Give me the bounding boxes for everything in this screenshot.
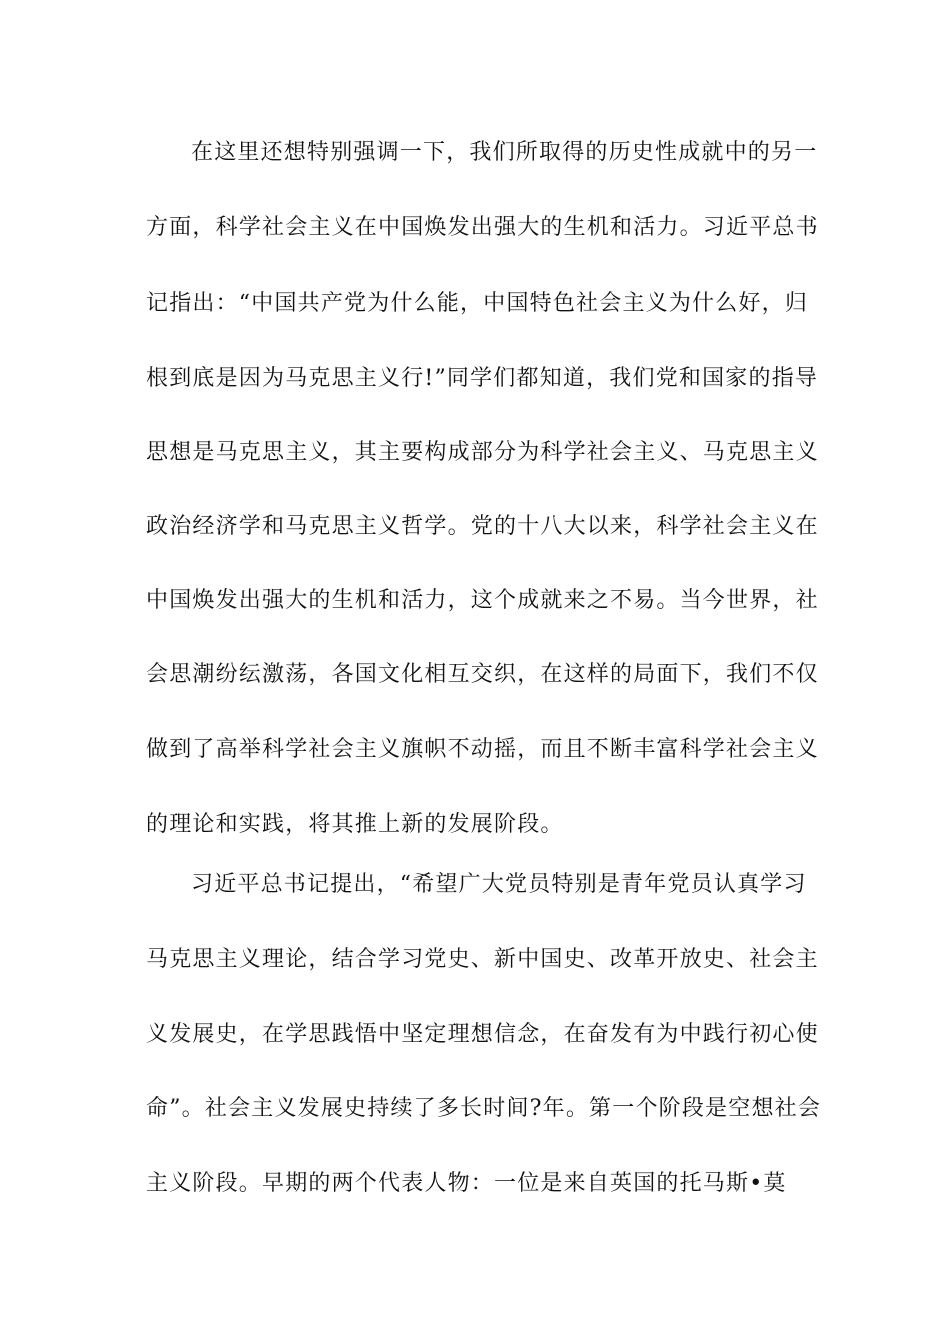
paragraph-1-line-9: 做到了高举科学社会主义旗帜不动摇，而且不断丰富科学社会主义	[146, 737, 819, 762]
paragraph-1-line-10: 的理论和实践，将其推上新的发展阶段。	[146, 812, 564, 837]
paragraph-2-line-4: 命”。社会主义发展史持续了多长时间?年。第一个阶段是空想社会	[146, 1096, 822, 1121]
paragraph-1-line-5: 思想是马克思主义，其主要构成部分为科学社会主义、马克思主义	[146, 440, 819, 465]
paragraph-1-line-4: 根到底是因为马克思主义行!”同学们都知道，我们党和国家的指导	[146, 366, 819, 391]
paragraph-2-line-3: 义发展史，在学思践悟中坚定理想信念，在奋发有为中践行初心使	[146, 1022, 819, 1047]
paragraph-2-line-1: 习近平总书记提出，“希望广大党员特别是青年党员认真学习	[191, 872, 807, 897]
paragraph-2-line-5: 主义阶段。早期的两个代表人物：一位是来自英国的托马斯•莫	[146, 1171, 787, 1196]
paragraph-1-line-1: 在这里还想特别强调一下，我们所取得的历史性成就中的另一	[191, 140, 818, 165]
paragraph-1-line-8: 会思潮纷纭激荡，各国文化相互交织，在这样的局面下，我们不仅	[146, 662, 819, 687]
paragraph-1-line-3: 记指出：“中国共产党为什么能，中国特色社会主义为什么好，归	[146, 291, 809, 316]
paragraph-1-line-2: 方面，科学社会主义在中国焕发出强大的生机和活力。习近平总书	[146, 215, 819, 240]
paragraph-1-line-7: 中国焕发出强大的生机和活力，这个成就来之不易。当今世界，社	[146, 588, 819, 613]
paragraph-1-line-6: 政治经济学和马克思主义哲学。党的十八大以来，科学社会主义在	[146, 514, 819, 539]
paragraph-2-line-2: 马克思主义理论，结合学习党史、新中国史、改革开放史、社会主	[146, 947, 819, 972]
